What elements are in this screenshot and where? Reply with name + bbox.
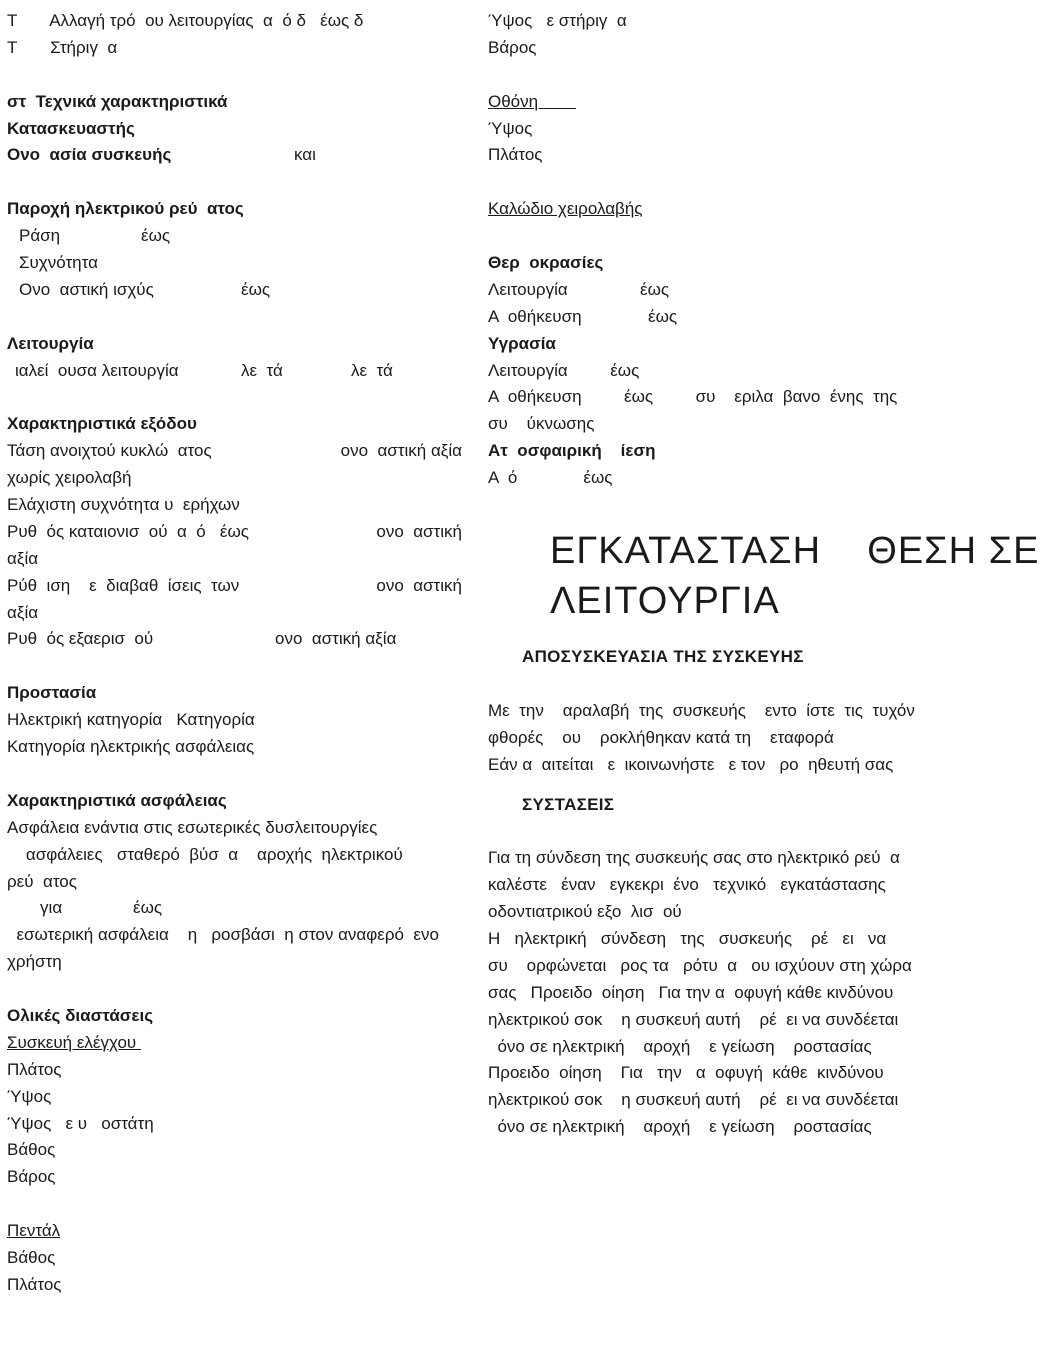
spec-row (7, 223, 462, 250)
subsection-title: ΑΠΟΣΥΣΚΕΥΑΣΙΑ ΤΗΣ ΣΥΣΚΕΥΗΣ (522, 647, 804, 667)
paragraph-line: Εάν α αιτείται ε ικοινωνήστε ε τον ρο ηθευτή σας (488, 754, 894, 774)
intro-line: Τ Αλλαγή τρό ου λειτουργίας α ό δ έως δ (7, 11, 364, 30)
text-line: Α οθήκευση έως συ εριλα βανο ένης της (488, 387, 898, 407)
text-line: Ύψος ε στήριγ α (488, 11, 627, 30)
paragraph-line: Για τη σύνδεση της συσκευής σας στο ηλεκτρικό ρεύ α (488, 848, 900, 868)
section-heading: Υγρασία (488, 333, 556, 353)
text-line: Πλάτος (7, 1274, 62, 1294)
paragraph-line: σας Προειδο οίηση Για την α οφυγή κάθε κινδύνου (488, 982, 894, 1002)
field-value: έως (640, 279, 670, 299)
field-value: ονο αστική αξία (275, 629, 397, 649)
paragraph-line: ηλεκτρικού σοκ η συσκευή αυτή ρέ ει να συνδέεται (488, 1009, 899, 1029)
text-line: Ασφάλεια ενάντια στις εσωτερικές δυσλειτουργίες (7, 817, 378, 837)
field-label: Ονο αστική ισχύς (19, 279, 154, 299)
field-label: Συχνότητα (19, 253, 98, 273)
text-line: Βάθος (7, 1140, 56, 1160)
field-value: ονο αστική (376, 521, 462, 541)
text-line: Ύψος (488, 118, 533, 138)
spec-row: χωρίς χειρολαβή (7, 468, 132, 488)
paragraph-line: ηλεκτρικού σοκ η συσκευή αυτή ρέ ει να συνδέεται (488, 1090, 899, 1110)
text-line: Βάρος (488, 37, 537, 57)
text-line: Βάρος (7, 1167, 56, 1187)
field-label: Ρύθ ιση ε διαβαθ ίσεις των (7, 575, 240, 595)
text-line: Ύψος ε υ οστάτη (7, 1113, 154, 1133)
spec-row (7, 142, 462, 169)
text-line: Πλάτος (488, 145, 543, 165)
spec-row: Ελάχιστη συχνότητα υ ερήχων (7, 495, 240, 515)
field-value: και (294, 145, 316, 165)
spec-row: αξία (7, 548, 39, 568)
text-line: ρεύ ατος (7, 871, 77, 891)
paragraph-line: φθορές ου ροκλήθηκαν κατά τη εταφορά (488, 727, 834, 747)
field-label: Ονο ασία συσκευής (7, 145, 172, 165)
spec-row (7, 438, 462, 465)
text-line: εσωτερική ασφάλεια η ροσβάσι η στον αναφερό ενο (7, 925, 439, 945)
right-column (488, 8, 1040, 1141)
field-value: ονο αστική (376, 575, 462, 595)
field-value: λε τά (241, 360, 283, 380)
section-heading: Ολικές διαστάσεις (7, 1005, 154, 1025)
chapter-title: ΕΓΚΑΤΑΣΤΑΣΗ ΘΕΣΗ ΣΕ (550, 530, 1040, 573)
text-line: Πλάτος (7, 1059, 62, 1079)
section-heading: Παροχή ηλεκτρικού ρεύ ατος (7, 199, 244, 219)
text-line: Βάθος (7, 1247, 56, 1267)
field-label: Ρυθ ός εξαερισ ού (7, 629, 154, 649)
field-value: ονο αστική αξία (340, 441, 462, 461)
field-label: Ρυθ ός καταιονισ ού α ό έως (7, 521, 249, 541)
intro-line: Τ Στήριγ α (7, 37, 118, 57)
subsection-heading: Συσκευή ελέγχου (7, 1032, 141, 1052)
text-line: Ύψος (7, 1086, 52, 1106)
text-line: Λειτουργία έως (488, 360, 640, 380)
spec-row (7, 250, 462, 277)
spec-row (7, 358, 462, 385)
paragraph-line: οδοντιατρικού εξο λισ ού (488, 902, 682, 922)
field-label: Α οθήκευση (488, 306, 582, 326)
field-value: έως (241, 279, 271, 299)
field-label: Κατασκευαστής (7, 118, 135, 138)
section-heading: Ατ οσφαιρική ίεση (488, 441, 656, 461)
subsection-title: ΣΥΣΤΑΣΕΙΣ (522, 794, 615, 814)
field-label: Ράση (19, 226, 61, 246)
section-heading: Προστασία (7, 683, 97, 703)
text-line: ασφάλειες σταθερό βύσ α αροχής ηλεκτρικού (7, 844, 403, 864)
section-heading: στ Τεχνικά χαρακτηριστικά (7, 91, 228, 111)
spec-row (488, 304, 943, 331)
text-line: συ ύκνωσης (488, 414, 595, 434)
text-line: Α ό έως (488, 468, 613, 488)
section-heading: Θερ οκρασίες (488, 253, 604, 273)
text-line: χρήστη (7, 952, 62, 972)
section-heading: Χαρακτηριστικά ασφάλειας (7, 790, 227, 810)
spec-row (7, 626, 462, 653)
spec-row: αξία (7, 602, 39, 622)
field-label: Λειτουργία (488, 279, 568, 299)
spec-row (7, 519, 462, 546)
field-value: λε τά (351, 360, 393, 380)
subsection-heading: Πεντάλ (7, 1221, 61, 1241)
section-heading: Χαρακτηριστικά εξόδου (7, 414, 197, 434)
text-line: Κατηγορία ηλεκτρικής ασφάλειας (7, 737, 255, 757)
paragraph-line: Με την αραλαβή της συσκευής εντο ίστε τις τυχόν (488, 700, 915, 720)
paragraph-line: Προειδο οίηση Για την α οφυγή κάθε κινδύνου (488, 1063, 884, 1083)
subsection-heading: Οθόνη (488, 91, 576, 111)
paragraph-line: καλέστε έναν εγκεκρι ένο τεχνικό εγκατάστασης (488, 875, 886, 895)
paragraph-line: συ ορφώνεται ρος τα ρότυ α ου ισχύουν στη χώρα (488, 955, 912, 975)
paragraph-line: όνο σε ηλεκτρική αροχή ε γείωση ροστασίας (488, 1117, 872, 1137)
field-label: Τάση ανοιχτού κυκλώ ατος (7, 441, 212, 461)
spec-row (7, 277, 462, 304)
paragraph-line: Η ηλεκτρική σύνδεση της συσκευής ρέ ει να (488, 928, 887, 948)
field-label: ιαλεί ουσα λειτουργία (15, 360, 179, 380)
spec-row (7, 573, 462, 600)
spec-row (488, 277, 943, 304)
section-heading: Λειτουργία (7, 333, 94, 353)
chapter-title: ΛΕΙΤΟΥΡΓΙΑ (550, 580, 780, 623)
left-column (7, 8, 462, 1299)
paragraph-line: όνο σε ηλεκτρική αροχή ε γείωση ροστασίας (488, 1036, 872, 1056)
subsection-heading: Καλώδιο χειρολαβής (488, 199, 643, 219)
field-value: έως (648, 306, 678, 326)
text-line: Ηλεκτρική κατηγορία Κατηγορία (7, 710, 255, 730)
field-value: έως (141, 226, 171, 246)
text-line: για έως (7, 898, 163, 918)
